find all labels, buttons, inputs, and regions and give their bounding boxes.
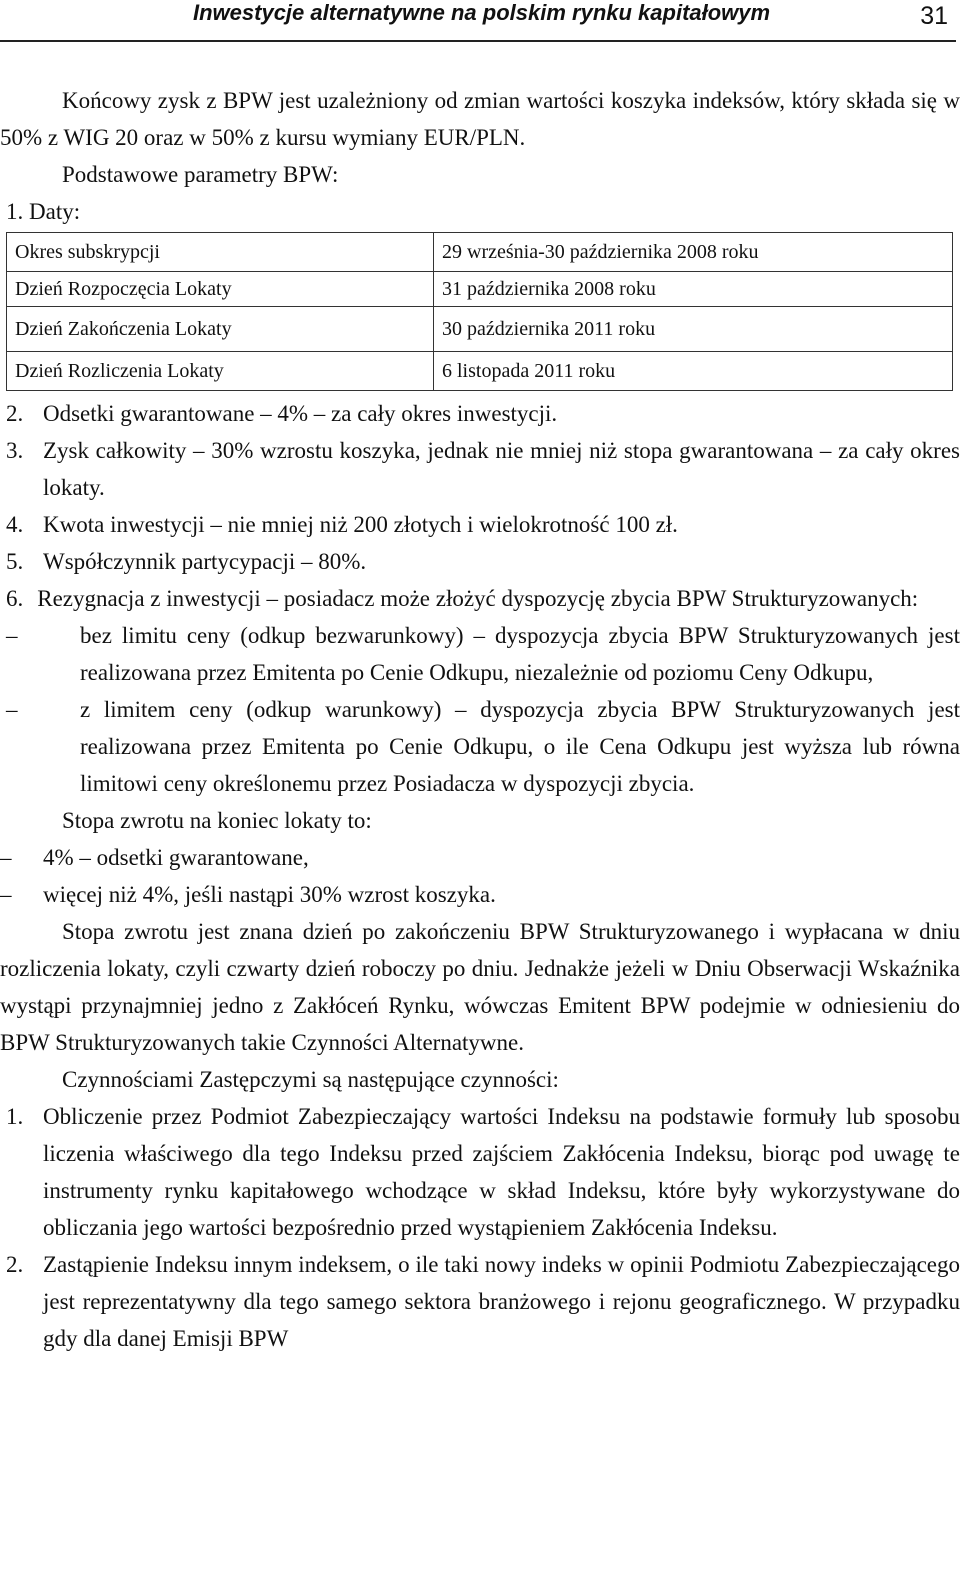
table-row [7, 233, 953, 272]
table-cell-label: Okres subskrypcji [7, 233, 434, 272]
resignation-bullet [0, 617, 960, 691]
param-item [0, 543, 960, 580]
param-number: 2. [6, 401, 24, 426]
param-text: Kwota inwestycji – nie mniej niż 200 złotych i wielokrotność 100 zł. [43, 512, 678, 537]
dates-heading-text: Daty: [29, 199, 81, 224]
table-cell-value: 6 listopada 2011 roku [434, 352, 953, 391]
substitute-number: 2. [6, 1252, 24, 1277]
param-text: Rezygnacja z inwestycji – posiadacz może złożyć dyspozycję zbycia BPW Strukturyzowanych: [37, 586, 919, 611]
substitute-text: Obliczenie przez Podmiot Zabezpieczający wartości Indeksu na podstawie formuły lub sposobu liczenia właściwego dla tego Indeksu przed zajściem Zakłócenia Indeksu, biorąc pod uwagę te instrumenty rynku kapitałowego wchodzące w skład Indeksu, które były wykorzystywane do obliczania jego wartości bezpośrednio przed wystąpieniem Zakłócenia Indeksu. [43, 1104, 960, 1240]
param-text: Odsetki gwarantowane – 4% – za cały okres inwestycji. [43, 401, 558, 426]
table-cell-label: Dzień Rozliczenia Lokaty [7, 352, 434, 391]
return-rate-bullet [0, 876, 960, 913]
dash-bullet: – [6, 623, 18, 648]
substitute-intro: Czynnościami Zastępczymi są następujące czynności: [62, 1067, 559, 1092]
page-number: 31 [920, 2, 948, 30]
dash-bullet: – [6, 697, 18, 722]
return-known-paragraph: Stopa zwrotu jest znana dzień po zakończeniu BPW Strukturyzowanego i wypłacana w dniu rozliczenia lokaty, czyli czwarty dzień roboczy po dniu. Jednakże jeżeli w Dniu Obserwacji Wskaźnika wystąpi przynajmniej jedno z Zakłóceń Rynku, wówczas Emitent BPW podejmie w odniesieniu do BPW Strukturyzowanych takie Czynności Alternatywne. [0, 919, 960, 1055]
return-rate-text: więcej niż 4%, jeśli nastąpi 30% wzrost koszyka. [43, 882, 496, 907]
table-cell-value: 30 października 2011 roku [434, 307, 953, 352]
resignation-bullet [0, 691, 960, 802]
param-item [0, 432, 960, 506]
param-number: 3. [6, 438, 24, 463]
dates-heading [0, 193, 960, 230]
table-row [7, 352, 953, 391]
resignation-text: z limitem ceny (odkup warunkowy) – dyspozycja zbycia BPW Strukturyzowanych jest realizowana przez Emitenta po Cenie Odkupu, o ile Cena Odkupu jest wyższa lub równa limitowi ceny określonemu przez Posiadacza w dyspozycji zbycia. [80, 697, 960, 796]
dash-bullet: – [0, 845, 12, 870]
return-rate-intro: Stopa zwrotu na koniec lokaty to: [62, 808, 372, 833]
param-item [0, 506, 960, 543]
dates-heading-number: 1. [6, 199, 24, 224]
table-row [7, 307, 953, 352]
param-text: Współczynnik partycypacji – 80%. [43, 549, 367, 574]
table-cell-value: 29 września-30 października 2008 roku [434, 233, 953, 272]
substitute-text: Zastąpienie Indeksu innym indeksem, o ile taki nowy indeks w opinii Podmiotu Zabezpieczającego jest reprezentatywny dla tego samego sektora branżowego i rejonu geograficznego. W przypadku gdy dla danej Emisji BPW [43, 1252, 960, 1351]
table-cell-label: Dzień Rozpoczęcia Lokaty [7, 272, 434, 307]
dash-bullet: – [0, 882, 12, 907]
param-number: 6. [6, 586, 24, 611]
substitute-number: 1. [6, 1104, 24, 1129]
param-number: 5. [6, 549, 24, 574]
params-heading: Podstawowe parametry BPW: [62, 162, 339, 187]
table-cell-label: Dzień Zakończenia Lokaty [7, 307, 434, 352]
document-body [0, 82, 960, 1357]
table-row [7, 272, 953, 307]
header-rule [0, 40, 956, 42]
intro-paragraph: Końcowy zysk z BPW jest uzależniony od zmian wartości koszyka indeksów, który składa się w 50% z WIG 20 oraz w 50% z kursu wymiany EUR/PLN. [0, 88, 960, 150]
substitute-item [0, 1246, 960, 1357]
param-number: 4. [6, 512, 24, 537]
return-rate-bullet [0, 839, 960, 876]
running-header [0, 0, 960, 46]
return-rate-text: 4% – odsetki gwarantowane, [43, 845, 309, 870]
dates-table [6, 232, 953, 391]
table-cell-value: 31 października 2008 roku [434, 272, 953, 307]
substitute-item [0, 1098, 960, 1246]
param-item [0, 395, 960, 432]
param-item [0, 580, 960, 617]
resignation-text: bez limitu ceny (odkup bezwarunkowy) – dyspozycja zbycia BPW Strukturyzowanych jest realizowana przez Emitenta po Cenie Odkupu, niezależnie od poziomu Ceny Odkupu, [80, 623, 960, 685]
header-title: Inwestycje alternatywne na polskim rynku kapitałowym [193, 0, 771, 25]
param-text: Zysk całkowity – 30% wzrostu koszyka, jednak nie mniej niż stopa gwarantowana – za cały okres lokaty. [43, 438, 960, 500]
